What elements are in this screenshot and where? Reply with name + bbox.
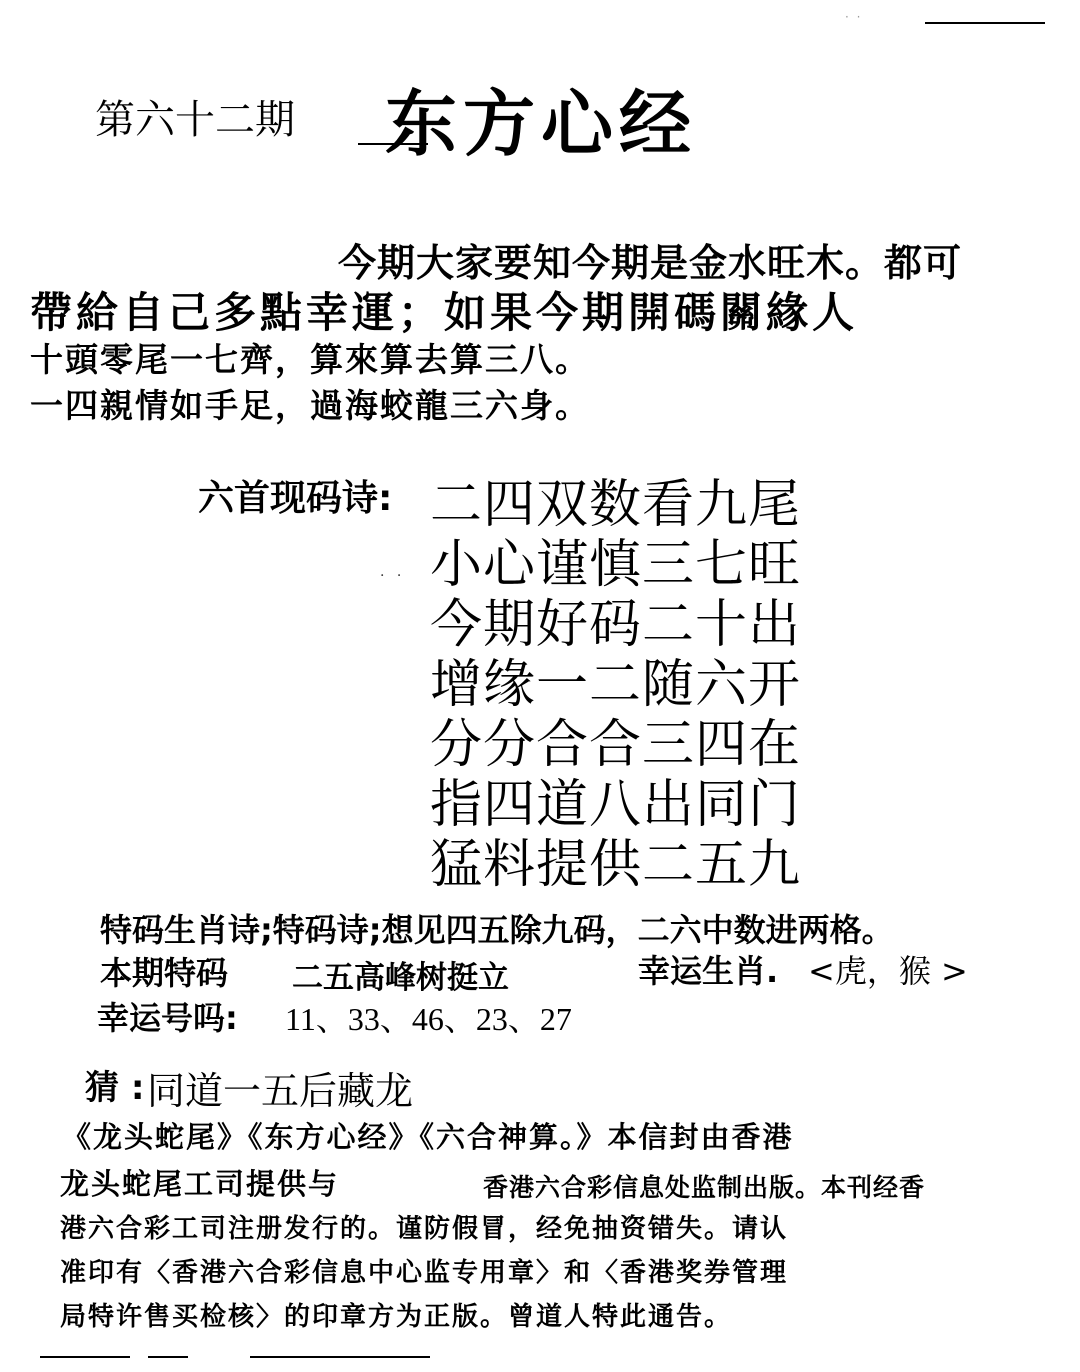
poem-line: 小心谨慎三七旺 (430, 535, 802, 595)
intro-line-2: 帶給自己多點幸運；如果今期開碼關緣人 (30, 288, 859, 337)
lucky-numbers-label: 幸运号吗: (97, 999, 238, 1037)
poem-line: 今期好码二十出 (430, 595, 802, 655)
lucky-numbers: 11、33、46、23、27 (285, 1001, 572, 1037)
bottom-divider (250, 1356, 430, 1358)
poem-label: 六首现码诗: (198, 478, 393, 519)
intro-line-3: 十頭零尾一七齊，算來算去算三八。 (30, 340, 590, 379)
poem-line: 猛料提供二五九 (430, 835, 802, 895)
scan-dots: · · (380, 568, 406, 584)
poem-line: 增缘一二随六开 (430, 655, 802, 715)
intro-line-1: 今期大家要知今期是金水旺木。都可 (338, 241, 963, 285)
lucky-zodiac-value: <虎，猴 > (808, 952, 968, 990)
special-zodiac-poem: 特码生肖诗;特码诗;想见四五除九码，二六中数进两格。 (100, 911, 894, 949)
scan-speck: · · (845, 10, 863, 24)
issue-number: 第六十二期 (95, 97, 295, 142)
notice-line-1: 《龙头蛇尾》《东方心经》《六合神算。》本信封由香港 (62, 1120, 794, 1154)
guess-text: 同道一五后藏龙 (147, 1071, 414, 1113)
bottom-divider (148, 1356, 188, 1358)
page-title: 东方心经 (385, 82, 698, 166)
bottom-divider (40, 1356, 130, 1358)
notice-line-4: 准印有〈香港六合彩信息中心监专用章〉和〈香港奖券管理 (60, 1258, 789, 1288)
poem-line: 二四双数看九尾 (430, 475, 802, 535)
intro-line-4: 一四親情如手足，過海蛟龍三六身。 (30, 386, 590, 425)
top-divider (925, 22, 1045, 24)
notice-line-5: 局特许售买检核〉的印章方为正版。曾道人特此通告。 (60, 1302, 733, 1332)
notice-line-2: 龙头蛇尾工司提供与 (60, 1167, 340, 1201)
guess-label: 猜 : (85, 1068, 145, 1108)
lucky-zodiac-label: 幸运生肖. (638, 952, 779, 990)
special-code-value: 二五高峰树挺立 (292, 960, 509, 996)
notice-line-3: 港六合彩工司注册发行的。谨防假冒，经免抽资错失。请认 (60, 1214, 789, 1244)
poem-line: 指四道八出同门 (430, 775, 802, 835)
poem-line: 分分合合三四在 (430, 715, 802, 775)
special-code-label: 本期特码 (100, 954, 229, 992)
notice-line-2-cont: 香港六合彩信息处监制出版。本刊经香 (483, 1173, 926, 1202)
